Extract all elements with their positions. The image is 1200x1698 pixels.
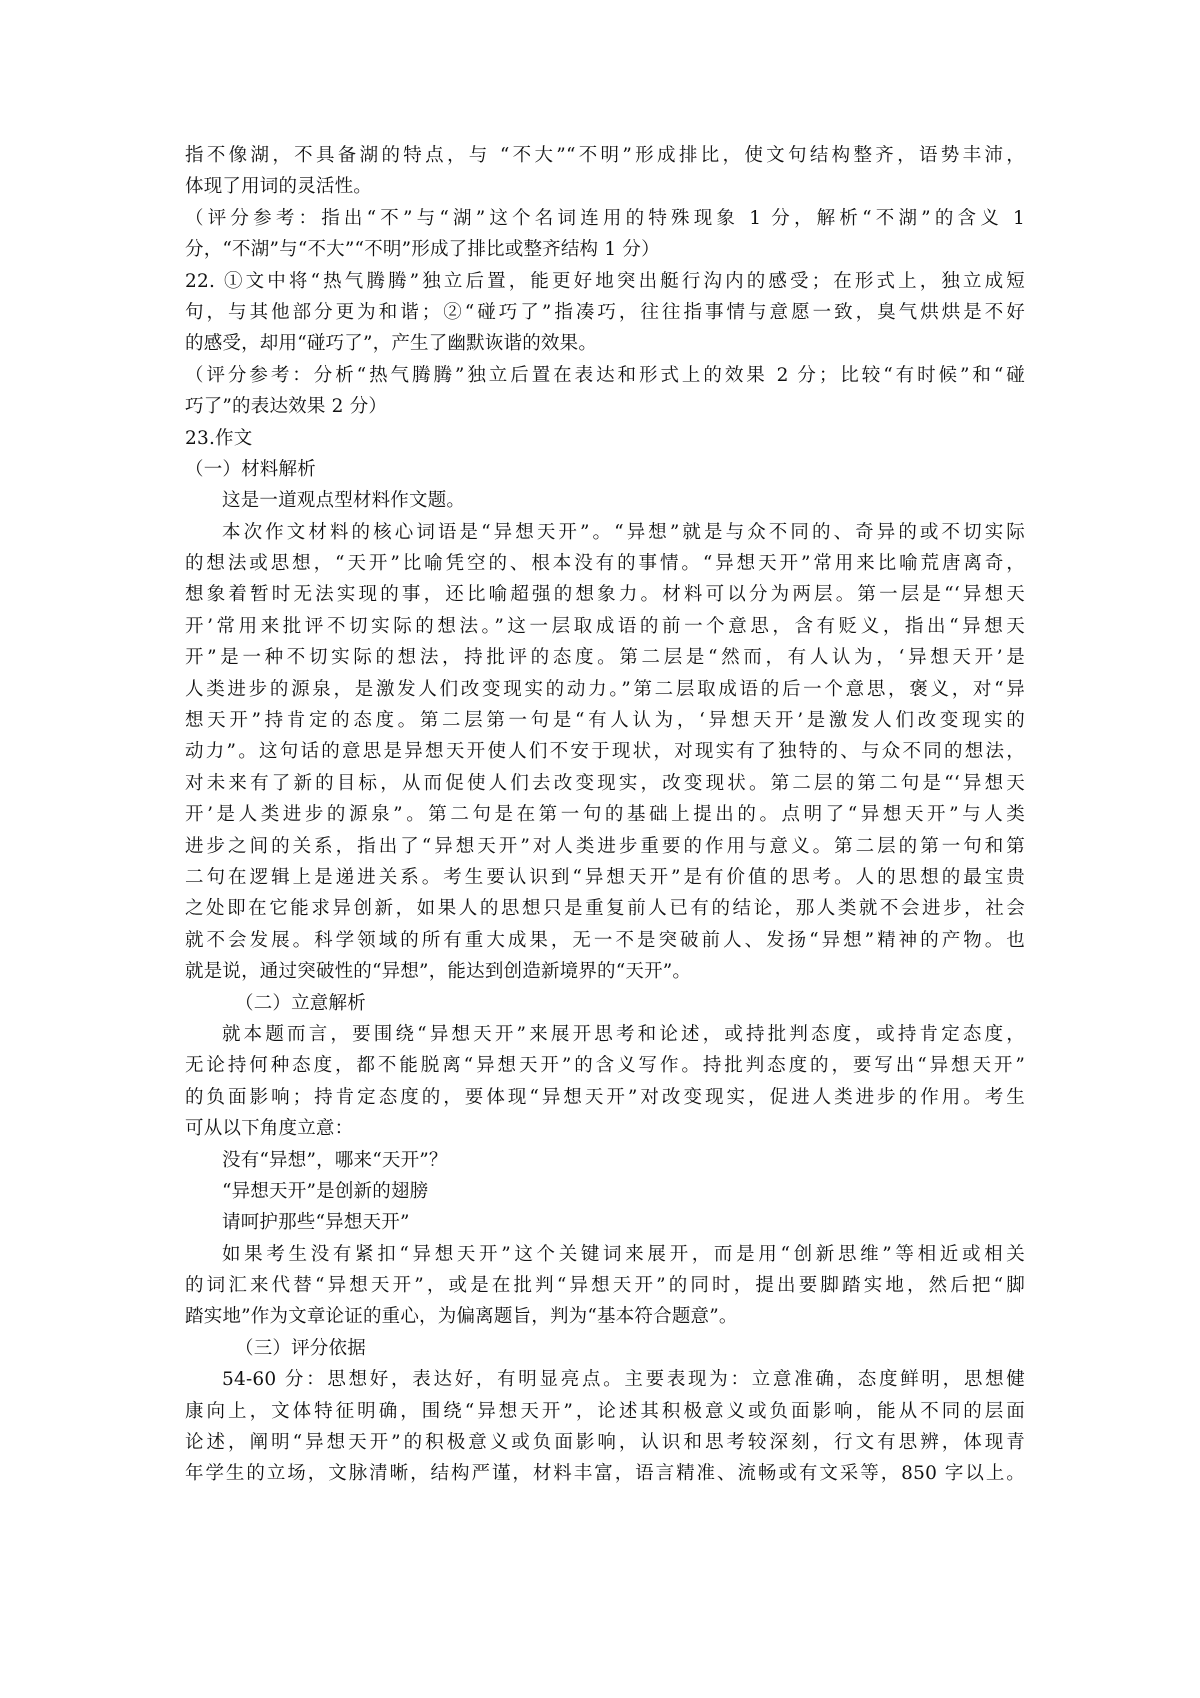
text-line: 本次作文材料的核心词语是“异想天开”。“异想”就是与众不同的、奇异的或不切实际 (222, 521, 1025, 543)
text-line: 动力”。这句话的意思是异想天开使人们不安于现状，对现实有了独特的、与众不同的想法， (185, 741, 1025, 763)
text-line: （一）材料解析 (185, 458, 316, 480)
text-line: 开’是人类进步的源泉”。第二句是在第一句的基础上提出的。点明了“异想天开”与人类 (185, 804, 1025, 826)
text-line: 对未来有了新的目标，从而促使人们去改变现实，改变现状。第二层的第二句是“‘异想天 (185, 772, 1025, 794)
text-line: 踏实地”作为文章论证的重心，为偏离题旨，判为“基本符合题意”。 (185, 1306, 738, 1328)
text-line: 可从以下角度立意： (185, 1118, 354, 1140)
text-line: 就本题而言，要围绕“异想天开”来展开思考和论述，或持批判态度，或持肯定态度， (222, 1023, 1025, 1045)
text-line: （评分参考：指出“不”与“湖”这个名词连用的特殊现象 1 分，解析“不湖”的含义 1 (185, 207, 1025, 229)
text-line: 的感受，却用“碰巧了”，产生了幽默诙谐的效果。 (185, 333, 598, 355)
text-line: 之处即在它能求异创新，如果人的思想只是重复前人已有的结论，那人类就不会进步，社会 (185, 898, 1025, 920)
text-line: （三）评分依据 (235, 1337, 366, 1359)
text-line: 23.作文 (185, 427, 253, 449)
text-line: 请呵护那些“异想天开” (222, 1212, 410, 1234)
text-line: 二句在逻辑上是递进关系。考生要认识到“异想天开”是有价值的思考。人的思想的最宝贵 (185, 866, 1025, 888)
text-line: 人类进步的源泉，是激发人们改变现实的动力。”第二层取成语的后一个意思，褒义，对“异 (185, 678, 1025, 700)
document-page (185, 140, 1025, 1490)
text-line: 开’常用来批评不切实际的想法。”这一层取成语的前一个意思，含有贬义，指出“异想天 (185, 615, 1025, 637)
text-line: 想象着暂时无法实现的事，还比喻超强的想象力。材料可以分为两层。第一层是“‘异想天 (185, 584, 1025, 606)
text-line: 的想法或思想，“天开”比喻凭空的、根本没有的事情。“异想天开”常用来比喻荒唐离奇， (185, 553, 1025, 575)
text-line: 体现了用词的灵活性。 (185, 176, 373, 198)
text-line: 分，“不湖”与“不大”“不明”形成了排比或整齐结构 1 分） (185, 239, 660, 261)
text-line: 指不像湖，不具备湖的特点，与 “不大”“不明”形成排比，使文句结构整齐，语势丰沛， (185, 145, 1025, 166)
text-line: 年学生的立场，文脉清晰，结构严谨，材料丰富，语言精准、流畅或有文采等，850 字以上。 (185, 1463, 1025, 1485)
text-line: “异想天开”是创新的翅膀 (222, 1180, 429, 1202)
text-line: （二）立意解析 (235, 992, 366, 1014)
text-line: 开”是一种不切实际的想法，持批评的态度。第二层是“然而，有人认为，‘异想天开’是 (185, 647, 1025, 669)
text-line: 句，与其他部分更为和谐；②“碰巧了”指凑巧，往往指事情与意愿一致，臭气烘烘是不好 (185, 301, 1025, 323)
text-line: 的负面影响；持肯定态度的，要体现“异想天开”对改变现实，促进人类进步的作用。考生 (185, 1086, 1025, 1108)
text-line: 54-60 分：思想好，表达好，有明显亮点。主要表现为：立意准确，态度鲜明，思想健 (222, 1369, 1025, 1391)
text-line: 22. ①文中将“热气腾腾”独立后置，能更好地突出艇行沟内的感受；在形式上，独立成短 (185, 270, 1025, 292)
text-line: 的词汇来代替“异想天开”，或是在批判“异想天开”的同时，提出要脚踏实地，然后把“脚 (185, 1275, 1025, 1297)
text-line: 如果考生没有紧扣“异想天开”这个关键词来展开，而是用“创新思维”等相近或相关 (222, 1243, 1025, 1265)
text-line: 进步之间的关系，指出了“异想天开”对人类进步重要的作用与意义。第二层的第一句和第 (185, 835, 1025, 857)
text-line: 想天开”持肯定的态度。第二层第一句是“有人认为，‘异想天开’是激发人们改变现实的 (185, 710, 1025, 732)
text-line: 就是说，通过突破性的“异想”，能达到创造新境界的“天开”。 (185, 961, 692, 983)
text-line: 巧了”的表达效果 2 分） (185, 396, 388, 418)
text-line: 没有“异想”，哪来“天开”？ (222, 1149, 448, 1171)
text-line: 论述，阐明“异想天开”的积极意义或负面影响，认识和思考较深刻，行文有思辨，体现青 (185, 1432, 1025, 1454)
text-line: 就不会发展。科学领域的所有重大成果，无一不是突破前人、发扬“异想”精神的产物。也 (185, 929, 1025, 951)
text-line: （评分参考：分析“热气腾腾”独立后置在表达和形式上的效果 2 分；比较“有时候”和“碰 (185, 364, 1025, 386)
text-line: 康向上，文体特征明确，围绕“异想天开”，论述其积极意义或负面影响，能从不同的层面 (185, 1400, 1025, 1422)
text-line: 这是一道观点型材料作文题。 (222, 490, 466, 512)
text-line: 无论持何种态度，都不能脱离“异想天开”的含义写作。持批判态度的，要写出“异想天开” (185, 1055, 1025, 1077)
